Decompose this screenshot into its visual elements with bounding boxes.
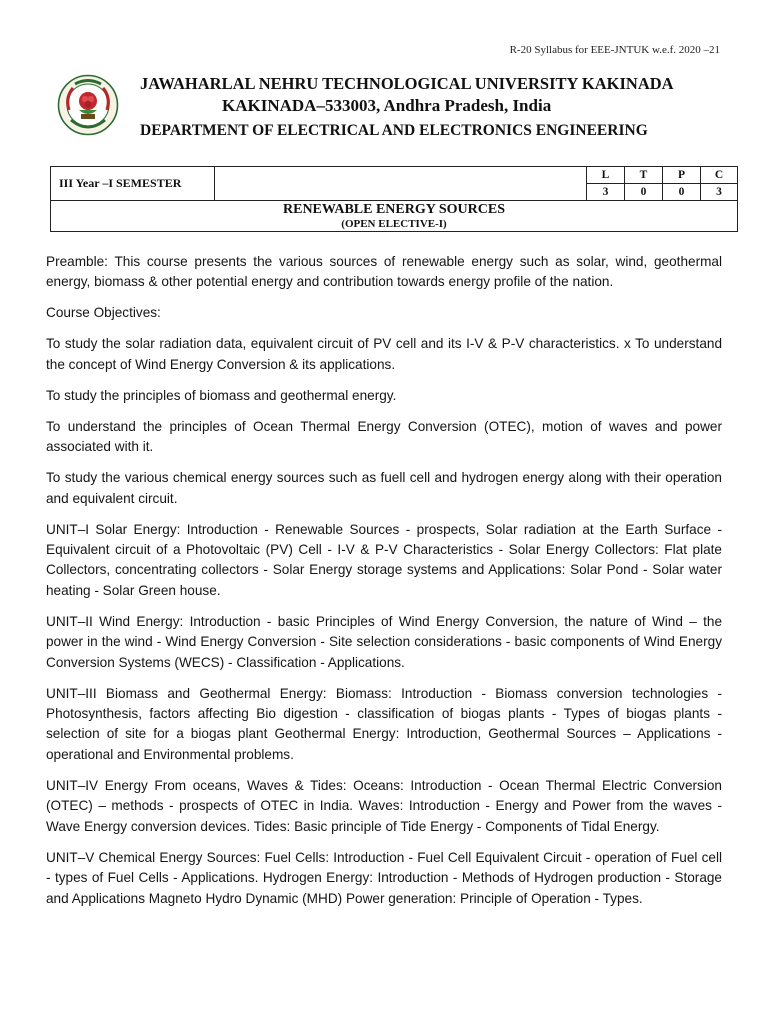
preamble-paragraph: Preamble: This course presents the various sources of renewable energy such as solar, wind, geothermal energy, biomass & other potential energy and contribution towards energy profile of the nation. bbox=[46, 254, 722, 290]
unit-2-paragraph: UNIT–II Wind Energy: Introduction - basic Principles of Wind Energy Conversion, the nature of Wind – the power in the wind - Wind Energy Conversion - Site selection considerations - basic components of Wind Energy Conversion Systems (WECS) - Classification - Applications. bbox=[46, 613, 722, 670]
credit-header-l: L bbox=[587, 167, 625, 184]
course-subtitle: (OPEN ELECTIVE-I) bbox=[341, 218, 447, 230]
unit-1-paragraph: UNIT–I Solar Energy: Introduction - Renewable Sources - prospects, Solar radiation at the Earth Surface - Equivalent circuit of a Photovoltaic (PV) Cell - I-V & P-V Characteristics - Solar Energy Collectors: Flat plate Collectors, concentrating collectors - Solar Energy storage systems and Applications: Solar Pond - Solar water heating - Solar Green house. bbox=[46, 521, 722, 598]
course-info-table bbox=[50, 166, 738, 232]
credit-value-l: 3 bbox=[587, 184, 625, 201]
unit-3-paragraph: UNIT–III Biomass and Geothermal Energy: Biomass: Introduction - Biomass conversion technologies - Photosynthesis, factors affecting Bio digestion - classification of biogas plants - Types of biogas plants - selection of site for a biogas plant Geothermal Energy: Introduction, Geothermal Sources – Applications - operational and Environmental problems. bbox=[46, 685, 722, 762]
credit-value-p: 0 bbox=[663, 184, 701, 201]
credit-value-c: 3 bbox=[701, 184, 738, 201]
credit-header-p: P bbox=[663, 167, 701, 184]
syllabus-reference: R-20 Syllabus for EEE-JNTUK w.e.f. 2020 –21 bbox=[509, 44, 720, 56]
unit-4-paragraph: UNIT–IV Energy From oceans, Waves & Tides: Oceans: Introduction - Ocean Thermal Electric Conversion (OTEC) – methods - prospects of OTEC in India. Waves: Introduction - Energy and Power from the waves - Wave Energy conversion devices. Tides: Basic principle of Tide Energy - Components of Tidal Energy. bbox=[46, 777, 722, 834]
semester-cell: III Year –I SEMESTER bbox=[51, 167, 215, 201]
credit-header-c: C bbox=[701, 167, 738, 184]
empty-cell bbox=[215, 167, 587, 201]
objective-paragraph: To understand the principles of Ocean Thermal Energy Conversion (OTEC), motion of waves and power associated with it. bbox=[46, 418, 722, 455]
course-title: RENEWABLE ENERGY SOURCES bbox=[283, 202, 505, 217]
objective-paragraph: To study the principles of biomass and geothermal energy. bbox=[46, 387, 397, 403]
department-name: DEPARTMENT OF ELECTRICAL AND ELECTRONICS ENGINEERING bbox=[140, 122, 648, 139]
university-logo bbox=[57, 74, 119, 136]
course-title-cell bbox=[51, 201, 738, 232]
course-objectives-heading: Course Objectives: bbox=[46, 305, 161, 321]
objective-paragraph: To study the various chemical energy sources such as fuell cell and hydrogen energy along with their operation and equivalent circuit. bbox=[46, 470, 722, 506]
unit-5-paragraph: UNIT–V Chemical Energy Sources: Fuel Cells: Introduction - Fuel Cell Equivalent Circuit - operation of Fuel cell - types of Fuel Cells - Applications. Hydrogen Energy: Introduction - Methods of Hydrogen production - Storage and Applications Magneto Hydro Dynamic (MHD) Power generation: Principle of Operation - Types. bbox=[46, 849, 722, 906]
credit-value-t: 0 bbox=[625, 184, 663, 201]
university-address: KAKINADA–533003, Andhra Pradesh, India bbox=[222, 96, 552, 115]
credit-header-t: T bbox=[625, 167, 663, 184]
objective-paragraph: To study the solar radiation data, equivalent circuit of PV cell and its I-V & P-V characteristics. x To understand the concept of Wind Energy Conversion & its applications. bbox=[46, 336, 722, 372]
university-name: JAWAHARLAL NEHRU TECHNOLOGICAL UNIVERSITY KAKINADA bbox=[140, 74, 674, 93]
syllabus-body bbox=[46, 252, 722, 920]
